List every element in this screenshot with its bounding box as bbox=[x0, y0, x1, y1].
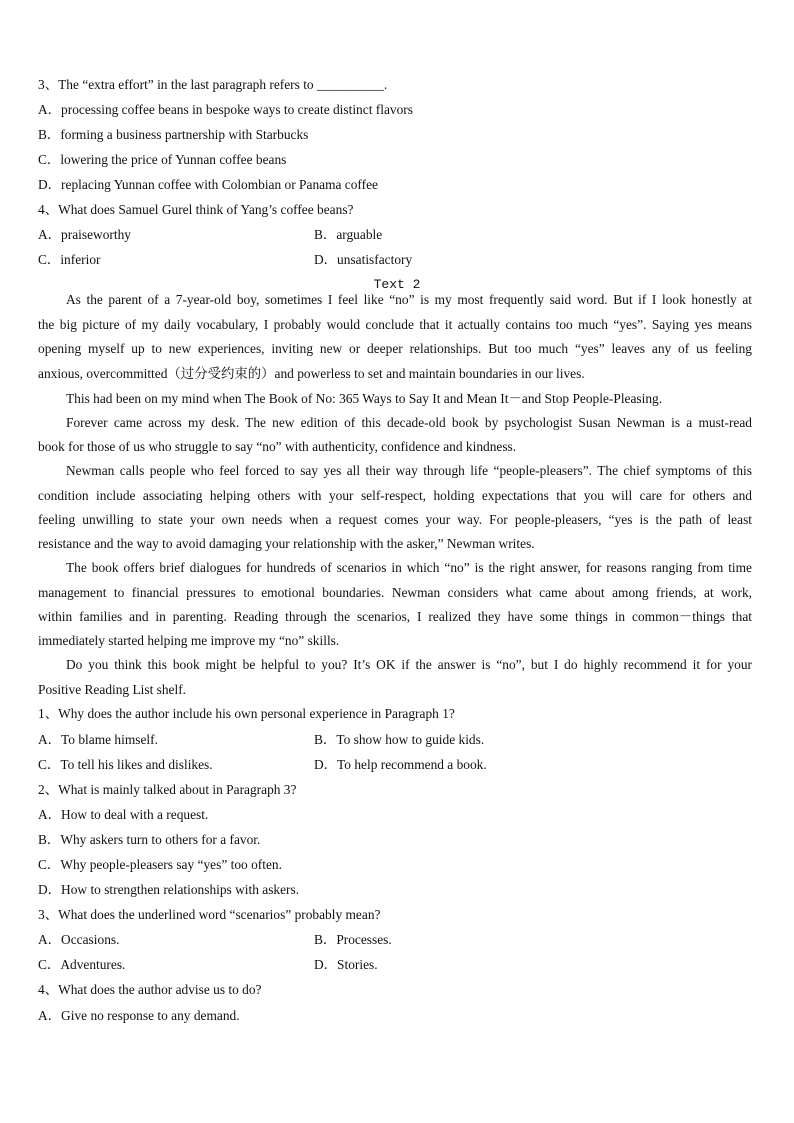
paragraph-line: Forever came across my desk. The new edition of this decade-old book by psychologist Susan Newman is a must-read bbox=[66, 415, 752, 430]
paragraph-line: This had been on my mind when The Book of No: 365 Ways to Say It and Mean It－and Stop People-Pleasing. bbox=[66, 391, 663, 406]
paragraph-line: management to financial pressures to emotional boundaries. Newman considers what came about among friends, at work, bbox=[38, 585, 752, 600]
question-line: 3、What does the underlined word “scenarios” probably mean? bbox=[38, 907, 381, 922]
section-title: Text 2 bbox=[373, 277, 421, 292]
question-line: C．Why people-pleasers say “yes” too often. bbox=[38, 857, 282, 872]
question-line: D．replacing Yunnan coffee with Colombian or Panama coffee bbox=[38, 177, 378, 192]
question-line: B．forming a business partnership with Starbucks bbox=[38, 127, 309, 142]
paragraph-line: Do you think this book might be helpful to you? It’s OK if the answer is “no”, but I do highly recommend it for your bbox=[66, 657, 752, 672]
question-line: D．How to strengthen relationships with askers. bbox=[38, 882, 300, 897]
paragraph-line: As the parent of a 7-year-old boy, sometimes I feel like “no” is my most frequently said word. But if I look honestly at bbox=[66, 292, 752, 307]
option-left: A．To blame himself. bbox=[38, 732, 158, 747]
paragraph-line: book for those of us who struggle to say “no” with authenticity, confidence and kindness. bbox=[38, 439, 517, 454]
question-line: 2、What is mainly talked about in Paragraph 3? bbox=[38, 782, 297, 797]
question-line: 1、Why does the author include his own personal experience in Paragraph 1? bbox=[38, 706, 455, 721]
paragraph-line: immediately started helping me improve my “no” skills. bbox=[38, 633, 340, 648]
question-line: A．Give no response to any demand. bbox=[38, 1008, 240, 1023]
paragraph-line: opening myself up to new experiences, inviting new or deeper relationships. But too much “yes” leaves any of us feeling bbox=[38, 341, 752, 356]
question-line: 4、What does Samuel Gurel think of Yang’s coffee beans? bbox=[38, 202, 354, 217]
paragraph-line: the big picture of my daily vocabulary, I probably would conclude that it actually contains too much “yes”. Saying yes means bbox=[38, 317, 752, 332]
paragraph-line: Positive Reading List shelf. bbox=[38, 682, 187, 697]
option-right: B．To show how to guide kids. bbox=[314, 732, 485, 747]
option-right: D．To help recommend a book. bbox=[314, 757, 487, 772]
paragraph-line: anxious, overcommitted（过分受约束的）and powerless to set and maintain boundaries in our lives. bbox=[38, 366, 585, 381]
paragraph-line: within families and in parenting. Reading through the scenarios, I realized they have some things in common－things that bbox=[38, 609, 752, 624]
option-right: D．unsatisfactory bbox=[314, 252, 413, 267]
option-left: A．Occasions. bbox=[38, 932, 120, 947]
option-left: A．praiseworthy bbox=[38, 227, 131, 242]
paragraph-line: resistance and the way to avoid damaging your relationship with the asker,” Newman writes. bbox=[38, 536, 535, 551]
option-left: C．Adventures. bbox=[38, 957, 126, 972]
paragraph-line: condition include associating helping others with your self-respect, holding expectations that you will care for others and bbox=[38, 488, 752, 503]
paragraph-line: Newman calls people who feel forced to say yes all their way through life “people-pleasers”. The chief symptoms of this bbox=[66, 463, 752, 478]
question-line: A．How to deal with a request. bbox=[38, 807, 209, 822]
question-line: 3、The “extra effort” in the last paragraph refers to __________. bbox=[38, 77, 388, 92]
option-right: D．Stories. bbox=[314, 957, 378, 972]
question-line: B．Why askers turn to others for a favor. bbox=[38, 832, 261, 847]
option-left: C．inferior bbox=[38, 252, 101, 267]
paragraph-line: feeling unwilling to state your own needs when a request comes your way. For people-pleasers, “yes is the path of least bbox=[38, 512, 752, 527]
option-left: C．To tell his likes and dislikes. bbox=[38, 757, 213, 772]
paragraph-line: The book offers brief dialogues for hundreds of scenarios in which “no” is the right answer, for reasons ranging from time bbox=[66, 560, 752, 575]
question-line: C．lowering the price of Yunnan coffee beans bbox=[38, 152, 287, 167]
question-line: 4、What does the author advise us to do? bbox=[38, 982, 262, 997]
option-right: B．arguable bbox=[314, 227, 383, 242]
option-right: B．Processes. bbox=[314, 932, 392, 947]
question-line: A．processing coffee beans in bespoke ways to create distinct flavors bbox=[38, 102, 413, 117]
